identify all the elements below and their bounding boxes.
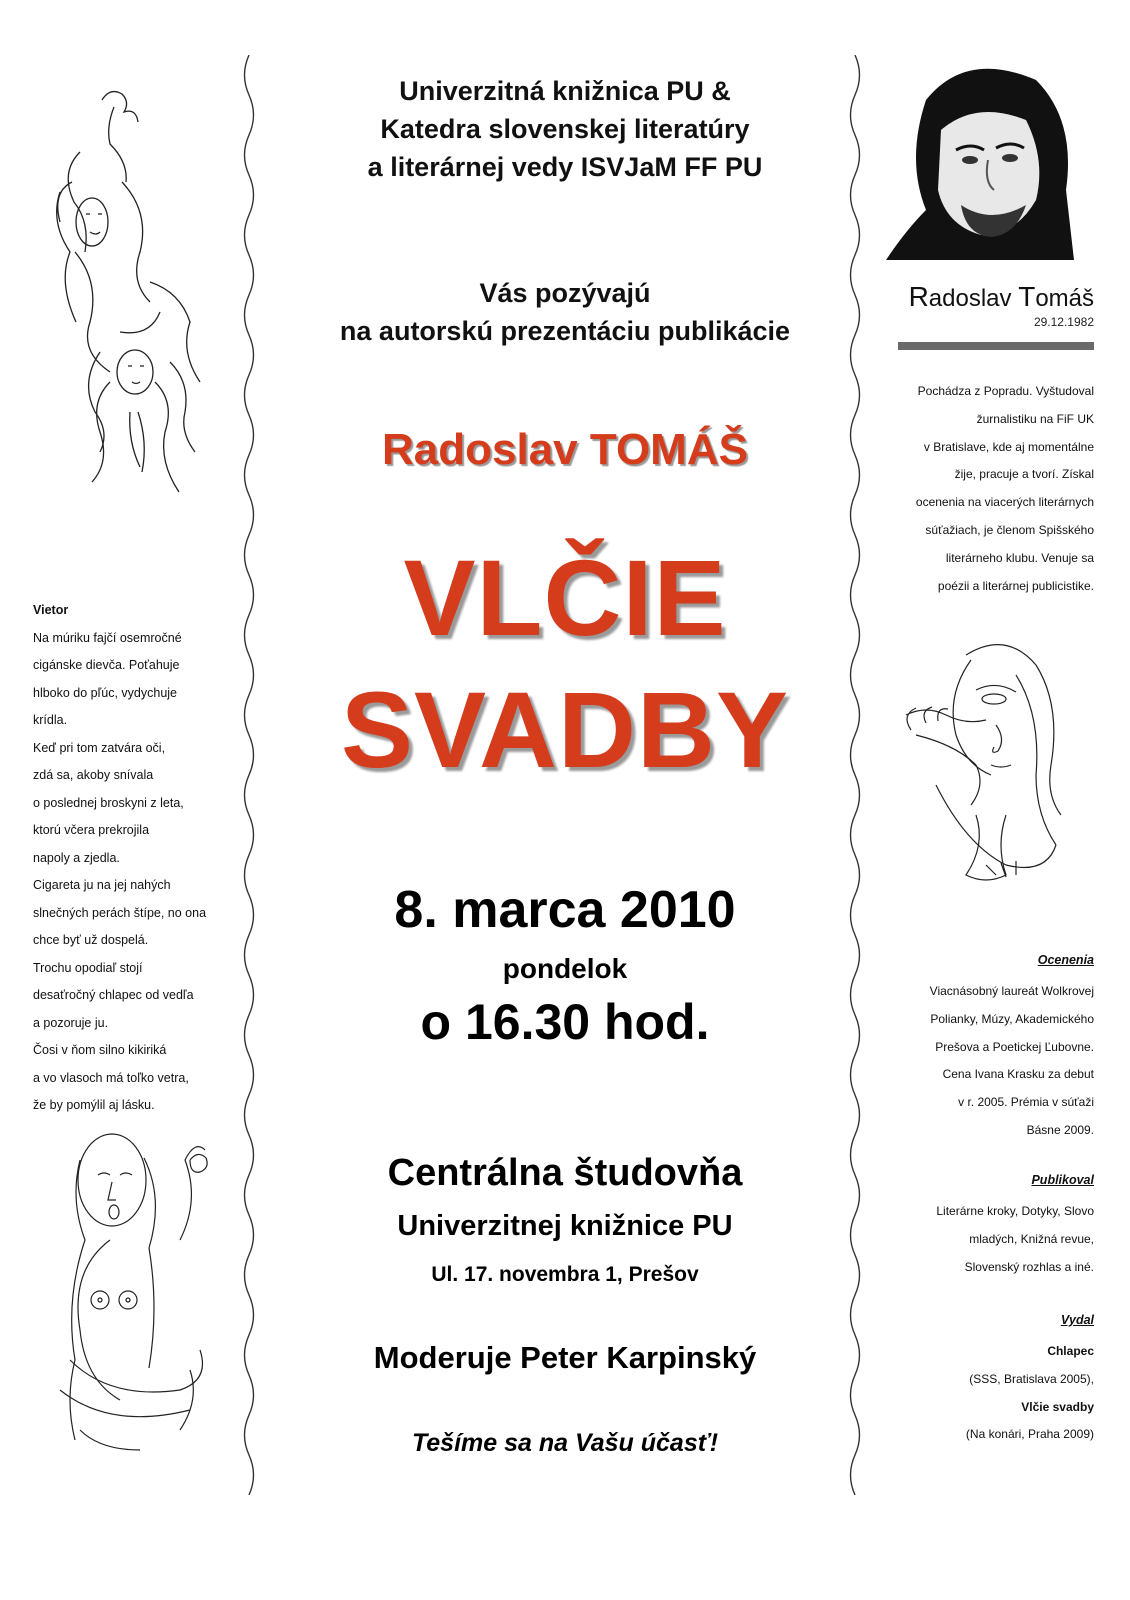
poem-line: chce byť už dospelá. [33, 933, 149, 947]
organizer-line-2: Katedra slovenskej literatúry [380, 114, 750, 144]
organizer-line-1: Univerzitná knižnica PU & [399, 76, 731, 106]
published-line: Slovenský rozhlas a iné. [964, 1259, 1094, 1274]
bio-line: súťažiach, je členom Spišského [925, 522, 1094, 537]
issued-book-1-publisher: (SSS, Bratislava 2005), [969, 1371, 1094, 1386]
bio-line: v Bratislave, kde aj momentálne [923, 439, 1094, 454]
published-body [870, 1198, 1094, 1281]
awards-section [870, 948, 1094, 1145]
published-section [870, 1168, 1094, 1281]
poem-line: slnečných perách štípe, no ona [33, 905, 207, 920]
event-time: o 16.30 hod. [420, 994, 710, 1050]
issued-book-2: Vlčie svadby [1021, 1399, 1094, 1414]
book-title-line-1: VLČIE [403, 537, 727, 658]
awards-line: v r. 2005. Prémia v súťaži [958, 1095, 1094, 1110]
profile-first-rest: adoslav [928, 285, 1012, 312]
profile-last-initial: T [1018, 281, 1036, 312]
poem-line: desaťročný chlapec od vedľa [33, 988, 194, 1002]
venue-address: Ul. 17. novembra 1, Prešov [431, 1263, 699, 1286]
issued-heading: Vydal [1060, 1313, 1094, 1327]
organizer-line-3: a literárnej vedy ISVJaM FF PU [367, 152, 763, 182]
poem [33, 597, 248, 1120]
bio-line: Pochádza z Popradu. Vyštudoval [917, 384, 1094, 398]
awards-line: Básne 2009. [1026, 1122, 1094, 1137]
awards-line: Polianky, Múzy, Akademického [930, 1011, 1094, 1026]
invitation-line-2: na autorskú prezentáciu publikácie [339, 316, 791, 346]
face-with-hand-illustration [876, 635, 1086, 905]
event-day: pondelok [502, 953, 628, 984]
poem-line: a pozoruje ju. [33, 1015, 109, 1030]
bio-line: žurnalistiku na FiF UK [976, 411, 1094, 426]
event-date: 8. marca 2010 [394, 881, 736, 939]
invitation-line-1: Vás pozývajú [479, 278, 651, 308]
profile-birthdate: 29.12.1982 [1033, 315, 1094, 329]
seated-woman-illustration [40, 1130, 240, 1490]
poem-line: o poslednej broskyni z leta, [33, 795, 184, 810]
poem-line: hlboko do pľúc, vydychuje [33, 685, 178, 700]
poem-line: krídla. [33, 713, 68, 727]
poem-line: Trochu opodiaľ stojí [33, 960, 143, 975]
author-portrait [886, 60, 1074, 260]
poem-title: Vietor [33, 603, 69, 617]
poem-line: cigánske dievča. Poťahuje [33, 658, 180, 672]
profile-name [870, 281, 1094, 313]
book-title-line-2: SVADBY [340, 669, 790, 790]
poem-line: Cigareta ju na jej nahých [33, 878, 171, 892]
poem-line: ktorú včera prekrojila [33, 823, 150, 837]
dancing-figures-illustration [40, 82, 220, 522]
poem-line: Na múriku fajčí osemročné [33, 630, 182, 645]
bio-line: poézii a literárnej publicistike. [937, 578, 1094, 593]
published-heading: Publikoval [1031, 1173, 1094, 1187]
published-line: mladých, Knižná revue, [969, 1231, 1094, 1246]
bio-line: žije, pracuje a tvorí. Získal [954, 467, 1094, 482]
awards-line: Viacnásobný laureát Wolkrovej [929, 984, 1094, 998]
issued-body [870, 1338, 1094, 1449]
profile-first-initial: R [908, 281, 929, 312]
venue-name: Centrálna študovňa [387, 1152, 743, 1194]
issued-section [870, 1308, 1094, 1449]
poem-line: a vo vlasoch má toľko vetra, [33, 1070, 189, 1085]
poem-line: napoly a zjedla. [33, 850, 120, 865]
awards-line: Cena Ivana Krasku za debut [942, 1067, 1094, 1082]
awards-line: Prešova a Poetickej Ľubovne. [935, 1039, 1094, 1054]
awards-body [870, 978, 1094, 1145]
profile-last-rest: omáš [1035, 285, 1094, 312]
poem-line: že by pomýlil aj lásku. [33, 1098, 155, 1112]
poem-line: Čosi v ňom silno kikiriká [33, 1043, 167, 1057]
venue-institution: Univerzitnej knižnice PU [397, 1210, 733, 1242]
book-title [265, 532, 865, 796]
published-line: Literárne kroky, Dotyky, Slovo [936, 1204, 1094, 1218]
bio-line: literárneho klubu. Venuje sa [945, 550, 1094, 565]
author-name-card [870, 281, 1094, 329]
issued-book-2-publisher: (Na konári, Praha 2009) [965, 1427, 1094, 1442]
invitation-block [265, 274, 865, 350]
awards-heading: Ocenenia [1037, 953, 1094, 967]
poem-line: Keď pri tom zatvára oči, [33, 740, 166, 755]
organizer-block [265, 72, 865, 186]
author-name: Radoslav TOMÁŠ [382, 425, 748, 474]
poem-line: zdá sa, akoby snívala [33, 768, 154, 782]
closing-line: Tešíme sa na Vašu účasť! [411, 1429, 719, 1457]
bio-line: ocenenia na viacerých literárnych [915, 495, 1094, 510]
author-bio [870, 378, 1094, 600]
name-underline-divider [898, 342, 1094, 350]
moderator: Moderuje Peter Karpinský [373, 1340, 757, 1375]
issued-book-1: Chlapec [1047, 1344, 1094, 1358]
